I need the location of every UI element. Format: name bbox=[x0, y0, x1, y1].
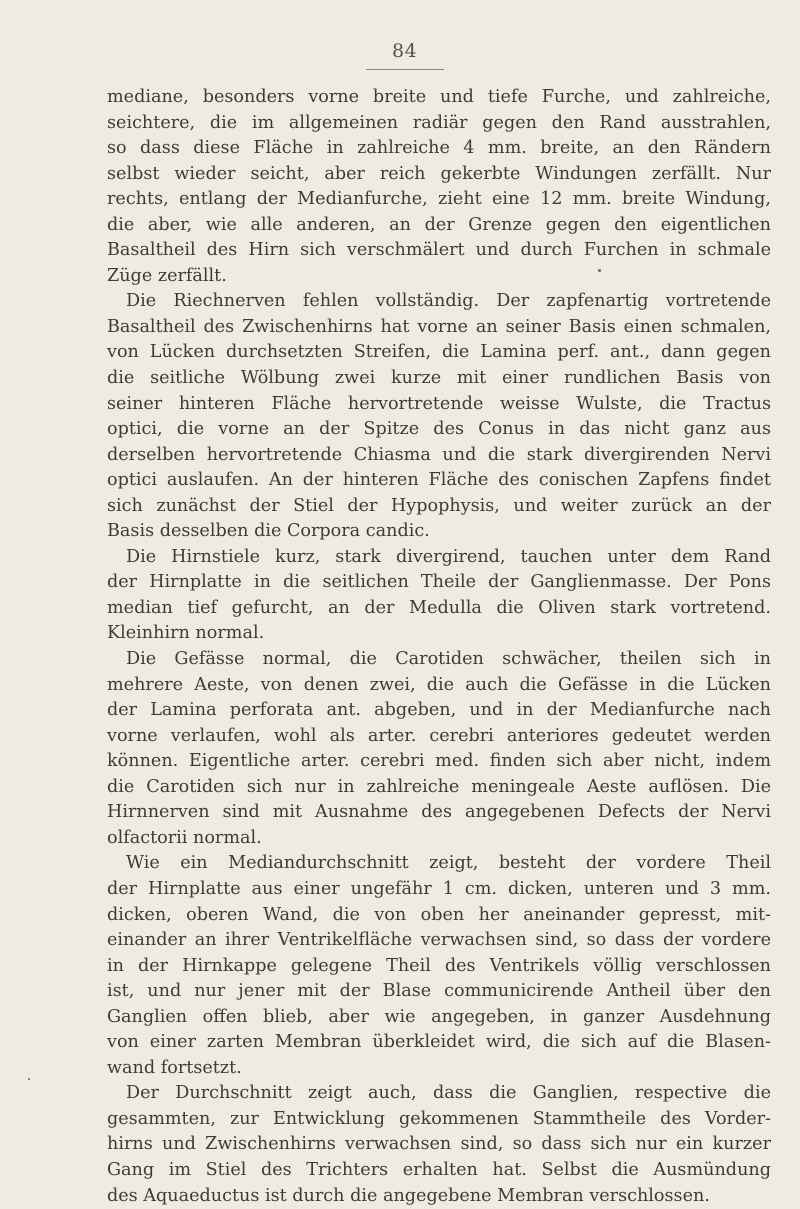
print-speck bbox=[598, 269, 601, 272]
text-line: Hirnnerven sind mit Ausnahme des angegebenen Defects der Nervi bbox=[107, 802, 771, 823]
text-line: optici auslaufen. An der hinteren Fläche des conischen Zapfens findet bbox=[107, 470, 771, 491]
text-line: sich zunächst der Stiel der Hypophysis, und weiter zurück an der bbox=[107, 495, 771, 516]
text-line: Ganglien offen blieb, aber wie angegeben, in ganzer Ausdehnung bbox=[107, 1006, 771, 1027]
text-line: des Aquaeductus ist durch die angegebene Membran verschlossen. bbox=[107, 1185, 710, 1206]
text-line: so dass diese Fläche in zahlreiche 4 mm. breite, an den Rändern bbox=[107, 138, 771, 159]
text-line: olfactorii normal. bbox=[107, 827, 262, 848]
paragraph-start-line: Die Gefässe normal, die Carotiden schwächer, theilen sich in bbox=[126, 649, 771, 670]
text-line: rechts, entlang der Medianfurche, zieht eine 12 mm. breite Windung, bbox=[107, 189, 771, 210]
text-line: Basis desselben die Corpora candic. bbox=[107, 521, 430, 542]
page-number-rule bbox=[366, 69, 444, 70]
text-line: die Carotiden sich nur in zahlreiche meningeale Aeste auflösen. Die bbox=[107, 776, 771, 797]
text-line: Basaltheil des Zwischenhirns hat vorne an seiner Basis einen schmalen, bbox=[107, 316, 771, 337]
text-line: der Hirnplatte aus einer ungefähr 1 cm. dicken, unteren und 3 mm. bbox=[107, 878, 771, 899]
page-number: 84 bbox=[392, 40, 418, 62]
paragraph-start-line: Die Riechnerven fehlen vollständig. Der zapfenartig vortretende bbox=[126, 291, 771, 312]
text-line: der Lamina perforata ant. abgeben, und in der Medianfurche nach bbox=[107, 700, 771, 721]
text-line: derselben hervortretende Chiasma und die stark divergirenden Nervi bbox=[107, 444, 771, 465]
paragraph-start-line: Die Hirnstiele kurz, stark divergirend, tauchen unter dem Rand bbox=[126, 546, 771, 567]
text-line: wand fortsetzt. bbox=[107, 1057, 242, 1078]
text-line: Gang im Stiel des Trichters erhalten hat. Selbst die Ausmündung bbox=[107, 1159, 771, 1180]
text-line: mediane, besonders vorne breite und tiefe Furche, und zahlreiche, bbox=[107, 87, 771, 107]
text-line: in der Hirnkappe gelegene Theil des Ventrikels völlig verschlossen bbox=[107, 955, 771, 976]
text-line: einander an ihrer Ventrikelfläche verwachsen sind, so dass der vordere bbox=[107, 930, 771, 951]
text-line: seichtere, die im allgemeinen radiär gegen den Rand ausstrahlen, bbox=[107, 112, 771, 133]
paragraph-start-line: Wie ein Mediandurchschnitt zeigt, besteht der vordere Theil bbox=[126, 853, 771, 874]
text-line: optici, die vorne an der Spitze des Conus in das nicht ganz aus bbox=[107, 419, 771, 440]
text-line: von Lücken durchsetzten Streifen, die Lamina perf. ant., dann gegen bbox=[107, 342, 771, 363]
text-line: seiner hinteren Fläche hervortretende weisse Wulste, die Tractus bbox=[107, 393, 771, 414]
text-line: der Hirnplatte in die seitlichen Theile der Ganglienmasse. Der Pons bbox=[107, 572, 771, 593]
text-line: von einer zarten Membran überkleidet wird, die sich auf die Blasen- bbox=[107, 1032, 771, 1053]
paragraph-start-line: Der Durchschnitt zeigt auch, dass die Ganglien, respective die bbox=[126, 1083, 771, 1104]
body-text bbox=[107, 85, 771, 1209]
text-line: ist, und nur jener mit der Blase communicirende Antheil über den bbox=[107, 981, 771, 1002]
text-line: mehrere Aeste, von denen zwei, die auch die Gefässe in die Lücken bbox=[107, 674, 771, 695]
text-line: die aber, wie alle anderen, an der Grenze gegen den eigentlichen bbox=[107, 214, 771, 235]
text-line: gesammten, zur Entwicklung gekommenen Stammtheile des Vorder- bbox=[107, 1108, 771, 1129]
text-line: vorne verlaufen, wohl als arter. cerebri anteriores gedeutet werden bbox=[107, 725, 771, 746]
text-line: können. Eigentliche arter. cerebri med. finden sich aber nicht, indem bbox=[107, 751, 771, 772]
text-line: Kleinhirn normal. bbox=[107, 623, 265, 644]
text-line: median tief gefurcht, an der Medulla die Oliven stark vortretend. bbox=[107, 597, 771, 618]
print-speck bbox=[28, 1078, 30, 1080]
text-line: dicken, oberen Wand, die von oben her aneinander gepresst, mit- bbox=[107, 904, 771, 925]
text-line: Basaltheil des Hirn sich verschmälert und durch Furchen in schmale bbox=[107, 240, 771, 261]
text-line: hirns und Zwischenhirns verwachsen sind, so dass sich nur ein kurzer bbox=[107, 1134, 771, 1155]
text-line: die seitliche Wölbung zwei kurze mit einer rundlichen Basis von bbox=[107, 368, 771, 389]
text-line: Züge zerfällt. bbox=[107, 265, 227, 286]
text-line: selbst wieder seicht, aber reich gekerbte Windungen zerfällt. Nur bbox=[107, 163, 771, 184]
